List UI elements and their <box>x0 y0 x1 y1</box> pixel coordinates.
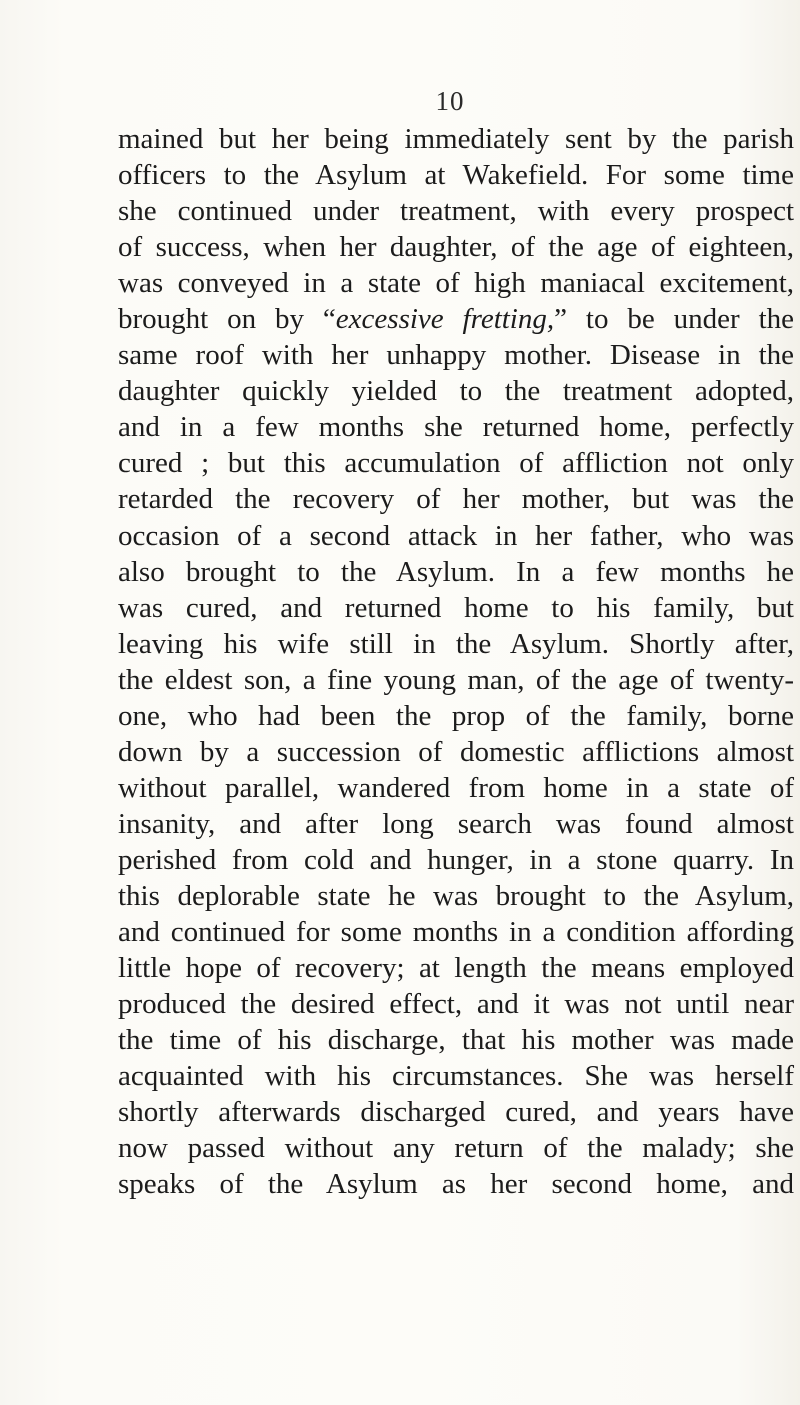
text-segment: this deplorable state he was brought to the Asylum, <box>118 879 794 912</box>
text-line <box>118 1058 794 1094</box>
text-line <box>118 445 794 481</box>
text-line <box>118 662 794 698</box>
text-segment: retarded the recovery of her mother, but was the <box>118 483 794 516</box>
text-line <box>118 806 794 842</box>
text-line <box>118 373 794 409</box>
text-line <box>118 337 794 373</box>
text-segment: officers to the Asylum at Wakefield. For some time <box>118 159 794 192</box>
text-segment: same roof with her unhappy mother. Disease in the <box>118 339 794 372</box>
text-segment: cured ; but this accumulation of affliction not only <box>118 447 794 480</box>
text-segment: brought on by “ <box>118 303 336 336</box>
text-line <box>118 1166 794 1202</box>
text-segment: little hope of recovery; at length the means employed <box>118 952 794 985</box>
body-text <box>118 121 794 1202</box>
text-segment: was conveyed in a state of high maniacal excitement, <box>118 267 794 300</box>
text-line <box>118 950 794 986</box>
text-segment: was cured, and returned home to his family, but <box>118 591 794 624</box>
text-segment: acquainted with his circumstances. She was herself <box>118 1060 794 1093</box>
text-segment: leaving his wife still in the Asylum. Shortly after, <box>118 627 794 660</box>
text-segment: occasion of a second attack in her father, who was <box>118 519 794 552</box>
text-line <box>118 878 794 914</box>
text-line <box>118 698 794 734</box>
text-segment: without parallel, wandered from home in a state of <box>118 771 794 804</box>
text-line <box>118 770 794 806</box>
text-segment: the time of his discharge, that his mother was made <box>118 1024 794 1057</box>
text-line <box>118 157 794 193</box>
text-segment: daughter quickly yielded to the treatment adopted, <box>118 375 794 408</box>
text-segment: of success, when her daughter, of the age of eighteen, <box>118 231 794 264</box>
text-segment: insanity, and after long search was found almost <box>118 807 794 840</box>
text-line <box>118 986 794 1022</box>
text-line <box>118 518 794 554</box>
text-segment: perished from cold and hunger, in a stone quarry. In <box>118 843 794 876</box>
page-number: 10 <box>435 86 465 116</box>
text-line <box>118 1130 794 1166</box>
text-line <box>118 1094 794 1130</box>
text-line <box>118 229 794 265</box>
text-line <box>118 193 794 229</box>
text-line <box>118 734 794 770</box>
text-line <box>118 626 794 662</box>
text-segment: one, who had been the prop of the family, borne <box>118 699 794 732</box>
text-segment: down by a succession of domestic afflictions almost <box>118 735 794 768</box>
text-segment: mained but her being immediately sent by the parish <box>118 123 794 155</box>
text-segment: produced the desired effect, and it was not until near <box>118 988 794 1021</box>
text-line <box>118 409 794 445</box>
text-line <box>118 554 794 590</box>
text-segment: also brought to the Asylum. In a few months he <box>118 555 794 588</box>
text-segment: ” to be under the <box>554 303 794 336</box>
text-line <box>118 301 794 337</box>
text-line <box>118 121 794 157</box>
text-line <box>118 265 794 301</box>
italic-quote: excessive fretting, <box>335 303 555 336</box>
text-segment: and continued for some months in a condition affording <box>118 916 794 949</box>
text-line <box>118 842 794 878</box>
text-segment: now passed without any return of the malady; she <box>118 1132 794 1165</box>
text-segment: speaks of the Asylum as her second home, and <box>118 1168 794 1201</box>
text-segment: and in a few months she returned home, perfectly <box>118 411 794 444</box>
text-segment: she continued under treatment, with every prospect <box>118 195 794 228</box>
text-segment: shortly afterwards discharged cured, and years have <box>118 1096 794 1129</box>
text-line <box>118 481 794 517</box>
text-line <box>118 914 794 950</box>
text-segment: the eldest son, a fine young man, of the age of twenty- <box>118 663 794 696</box>
text-line <box>118 590 794 626</box>
text-line <box>118 1022 794 1058</box>
